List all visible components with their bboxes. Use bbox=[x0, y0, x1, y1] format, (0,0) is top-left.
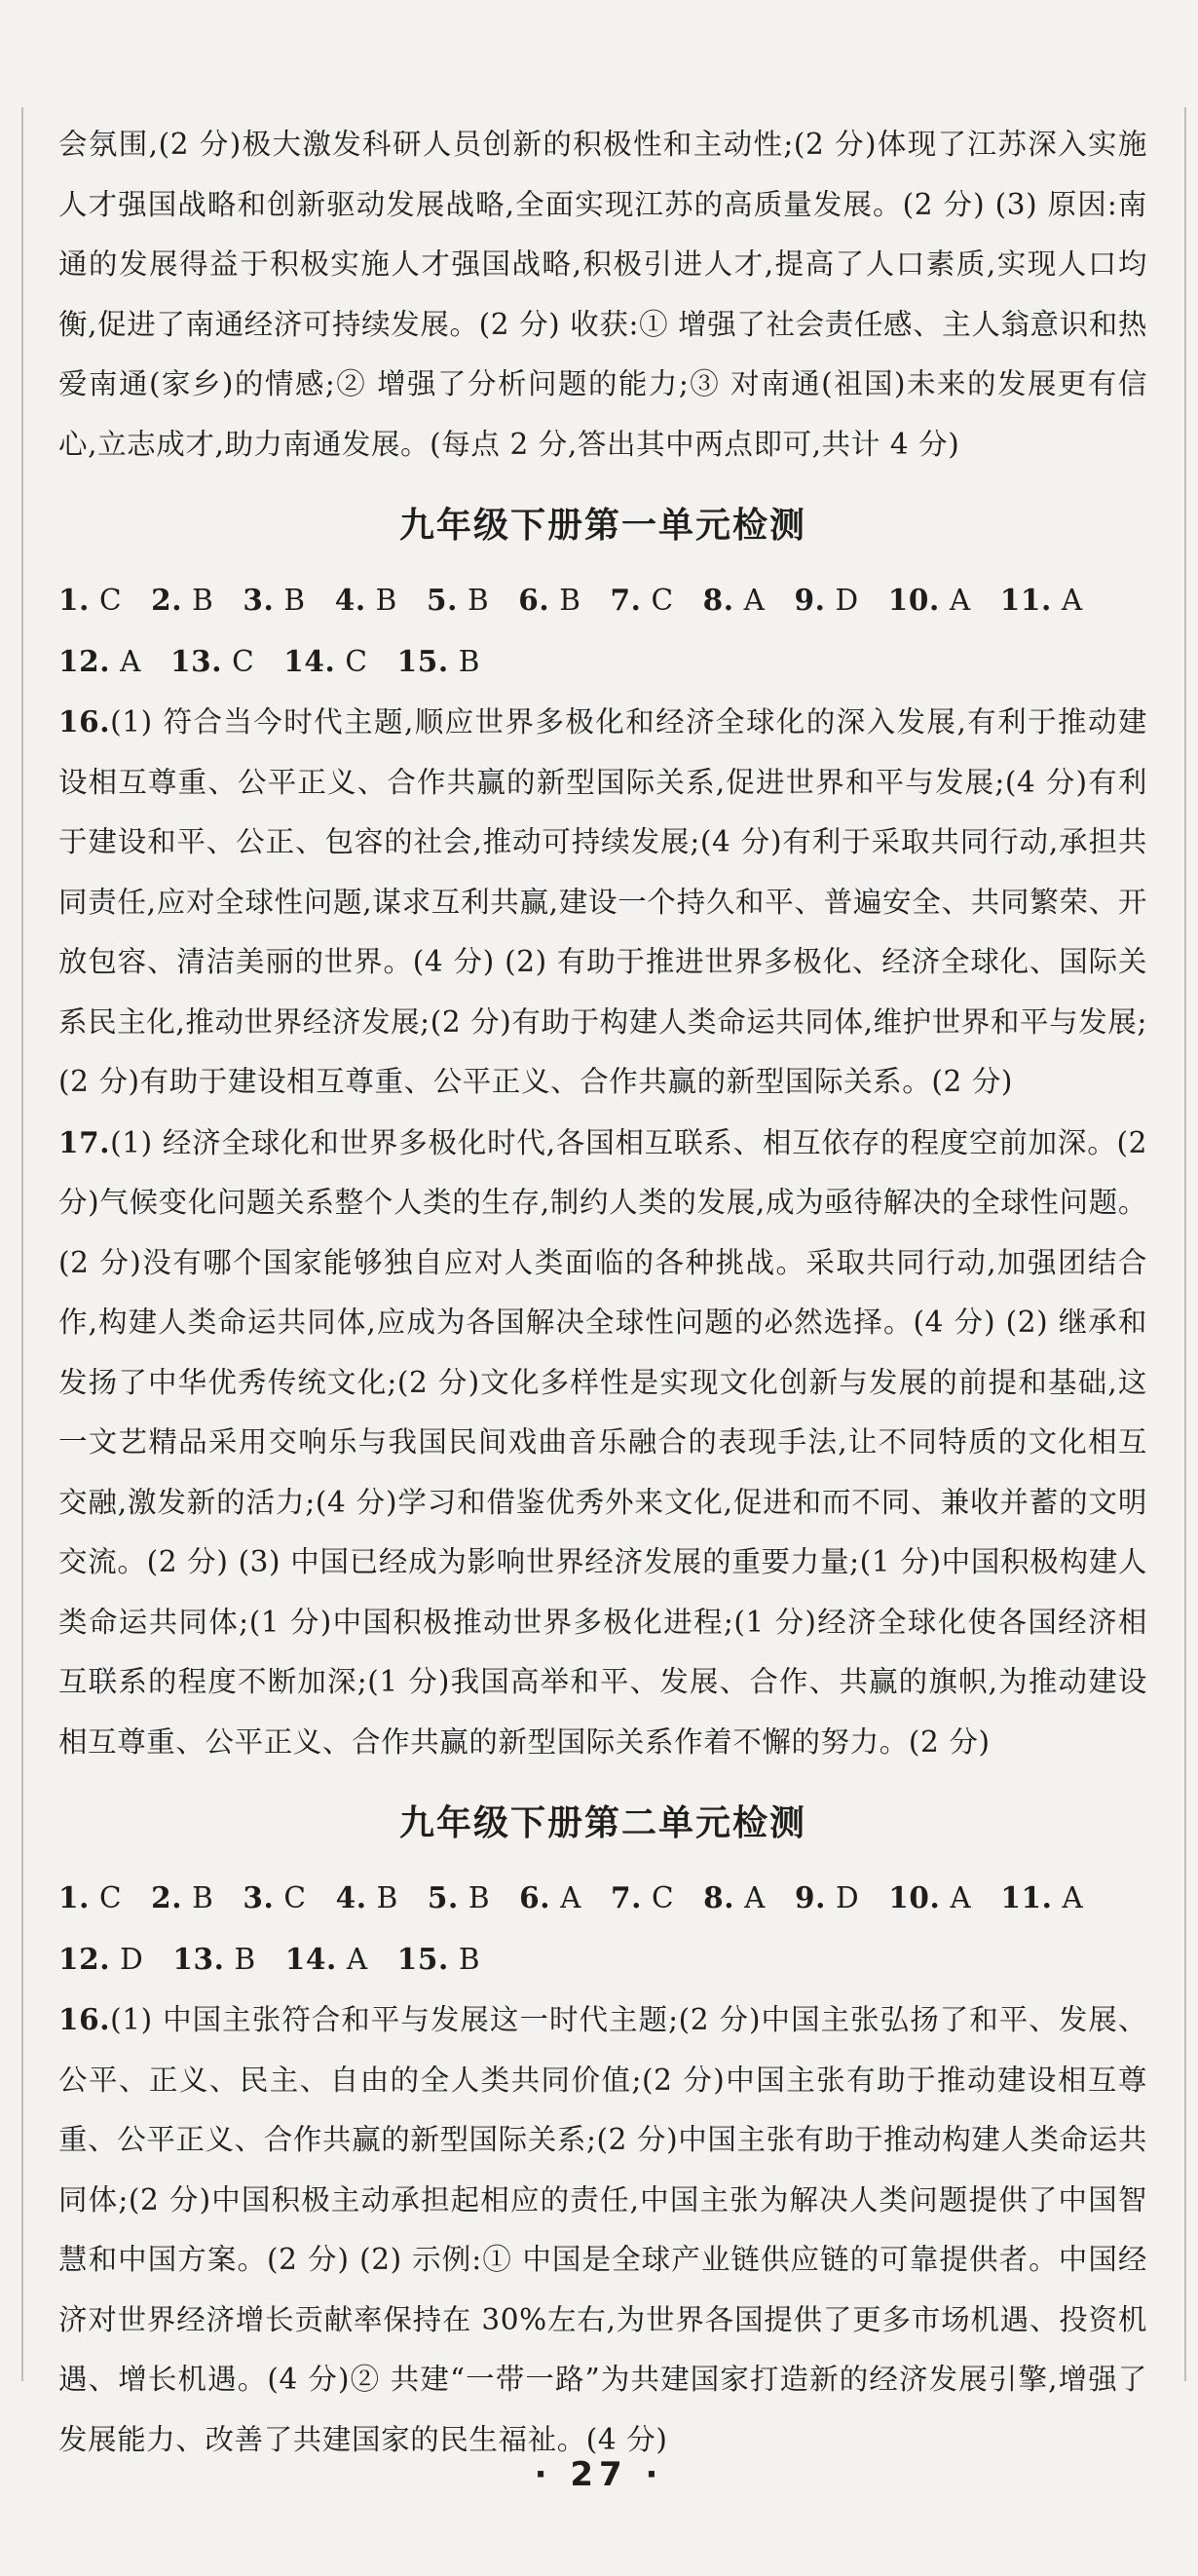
answer-letter: A bbox=[346, 1942, 368, 1976]
answer-number: 7. bbox=[611, 1880, 642, 1914]
answer-letter: A bbox=[560, 1881, 581, 1914]
answer-item bbox=[703, 570, 766, 631]
answer-item bbox=[335, 570, 397, 631]
answer-letter: D bbox=[835, 584, 859, 617]
answer-number: 1. bbox=[58, 583, 90, 617]
answer-item bbox=[397, 631, 480, 693]
answer-number: 12. bbox=[58, 1941, 111, 1976]
answer-number: 8. bbox=[702, 583, 734, 617]
answer-item bbox=[397, 1929, 480, 1990]
answer-letter: B bbox=[458, 1942, 481, 1976]
answer-number: 1. bbox=[58, 1880, 90, 1914]
answer-letter: B bbox=[559, 584, 581, 617]
section1-q17 bbox=[58, 1113, 1147, 1773]
answer-item bbox=[336, 1868, 398, 1929]
answer-letter: A bbox=[743, 584, 766, 617]
answer-number: 5. bbox=[426, 583, 458, 617]
answer-item bbox=[888, 570, 971, 631]
answer-number: 12. bbox=[58, 643, 111, 678]
question-answer-text: (1) 符合当今时代主题,顺应世界多极化和经济全球化的深入发展,有利于推动建设相互尊重、公平正义、合作共赢的新型国际关系,促进世界和平与发展;(4 分)有利于建设和平、公正、包容的社会,推动可持续发展;(4 分)有利于采取共同行动,承担共同责任,应对全球性问题,谋求互利共赢,建设一个持久和平、普遍安全、共同繁荣、开放包容、清洁美丽的世界。(4 分) (2) 有助于推进世界多极化、经济全球化、国际关系民主化,推动世界经济发展;(2 分)有助于构建人类命运共同体,维护世界和平与发展;(2 分)有助于建设相互尊重、公平正义、合作共赢的新型国际关系。(2 分) bbox=[58, 705, 1147, 1098]
answer-letter: D bbox=[836, 1881, 860, 1914]
answer-item bbox=[888, 1868, 971, 1929]
answer-number: 2. bbox=[151, 1880, 183, 1914]
answer-item bbox=[519, 1868, 581, 1929]
answer-number: 9. bbox=[794, 583, 826, 617]
page-content bbox=[58, 115, 1147, 2470]
answer-item bbox=[58, 631, 141, 693]
question-answer-text: (1) 中国主张符合和平与发展这一时代主题;(2 分)中国主张弘扬了和平、发展、公平、正义、民主、自由的全人类共同价值;(2 分)中国主张有助于推动建设相互尊重、公平正义、合作共赢的新型国际关系;(2 分)中国主张有助于推动构建人类命运共同体;(2 分)中国积极主动承担起相应的责任,中国主张为解决人类问题提供了中国智慧和中国方案。(2 分) (2) 示例:① 中国是全球产业链供应链的可靠提供者。中国经济对世界经济增长贡献率保持在 30%左右,为世界各国提供了更多市场机遇、投资机遇、增长机遇。(4 分)② 共建“一带一路”为共建国家打造新的经济发展引擎,增强了发展能力、改善了共建国家的民生福祉。(4 分) bbox=[58, 2003, 1147, 2456]
answer-letter: B bbox=[468, 1881, 491, 1914]
page-number: · 27 · bbox=[534, 2455, 664, 2494]
right-margin-rule bbox=[1184, 107, 1186, 2381]
answer-number: 14. bbox=[283, 643, 336, 678]
answer-item bbox=[243, 570, 305, 631]
answer-letter: B bbox=[376, 1881, 398, 1914]
answer-letter: B bbox=[283, 584, 306, 617]
answer-item bbox=[610, 570, 673, 631]
answer-letter: A bbox=[1062, 1881, 1084, 1914]
answer-letter: B bbox=[234, 1942, 256, 1976]
answer-letter: A bbox=[1061, 584, 1083, 617]
answer-number: 11. bbox=[999, 583, 1052, 617]
answer-number: 2. bbox=[151, 583, 183, 617]
answer-item bbox=[795, 1868, 859, 1929]
answer-letter: C bbox=[651, 584, 674, 617]
question-answer-text: (1) 经济全球化和世界多极化时代,各国相互联系、相互依存的程度空前加深。(2 分)气候变化问题关系整个人类的生存,制约人类的发展,成为亟待解决的全球性问题。(2 分)没有哪个国家能够独自应对人类面临的各种挑战。采取共同行动,加强团结合作,构建人类命运共同体,应成为各国解决全球性问题的必然选择。(4 分) (2) 继承和发扬了中华优秀传统文化;(2 分)文化多样性是实现文化创新与发展的前提和基础,这一文艺精品采用交响乐与我国民间戏曲音乐融合的表现手法,让不同特质的文化相互交融,激发新的活力;(4 分)学习和借鉴优秀外来文化,促进和而不同、兼收并蓄的文明交流。(2 分) (3) 中国已经成为影响世界经济发展的重要力量;(1 分)中国积极构建人类命运共同体;(1 分)中国积极推动世界多极化进程;(1 分)经济全球化使各国经济相互联系的程度不断加深;(1 分)我国高举和平、发展、合作、共赢的旗帜,为推动建设相互尊重、公平正义、合作共赢的新型国际关系作着不懈的努力。(2 分) bbox=[58, 1125, 1147, 1759]
answer-item bbox=[243, 1868, 306, 1929]
answer-item bbox=[285, 1929, 368, 1990]
answer-letter: B bbox=[458, 644, 480, 678]
answer-number: 13. bbox=[170, 643, 223, 678]
answer-letter: A bbox=[949, 584, 971, 617]
section1-q16 bbox=[58, 692, 1147, 1113]
answer-item bbox=[427, 570, 489, 631]
answer-item bbox=[151, 1868, 213, 1929]
answer-number: 14. bbox=[284, 1941, 337, 1976]
question-number: 17. bbox=[58, 1124, 111, 1159]
answer-letter: B bbox=[192, 584, 214, 617]
answer-item bbox=[58, 1868, 122, 1929]
answer-number: 10. bbox=[888, 1880, 941, 1914]
answer-item bbox=[428, 1868, 490, 1929]
answer-item bbox=[518, 570, 580, 631]
answer-item bbox=[58, 570, 122, 631]
answer-letter: C bbox=[345, 644, 368, 678]
answer-number: 6. bbox=[519, 1880, 551, 1914]
answer-letter: A bbox=[744, 1881, 767, 1914]
answer-item bbox=[1000, 1868, 1083, 1929]
answer-number: 15. bbox=[396, 1941, 449, 1976]
answer-number: 13. bbox=[172, 1941, 225, 1976]
answer-item bbox=[795, 570, 859, 631]
question-number: 16. bbox=[58, 704, 111, 739]
answer-number: 10. bbox=[887, 583, 940, 617]
answer-letter: C bbox=[651, 1881, 675, 1914]
intro-paragraph: 会氛围,(2 分)极大激发科研人员创新的积极性和主动性;(2 分)体现了江苏深入实施人才强国战略和创新驱动发展战略,全面实现江苏的高质量发展。(2 分) (3) 原因:南通的发展得益于积极实施人才强国战略,积极引进人才,提高了人口素质,实现人口均衡,促进了南通经济可持续发展。(2 分) 收获:① 增强了社会责任感、主人翁意识和热爱南通(家乡)的情感;② 增强了分析问题的能力;③ 对南通(祖国)未来的发展更有信心,立志成才,助力南通发展。(每点 2 分,答出其中两点即可,共计 4 分) bbox=[58, 128, 1147, 461]
answer-number: 9. bbox=[795, 1880, 827, 1914]
answer-number: 8. bbox=[703, 1880, 735, 1914]
answer-item bbox=[172, 1929, 255, 1990]
answer-letter: C bbox=[283, 1881, 307, 1914]
answer-letter: C bbox=[98, 1881, 123, 1914]
answer-item bbox=[151, 570, 213, 631]
answer-number: 3. bbox=[243, 1880, 275, 1914]
section2-q16 bbox=[58, 1989, 1147, 2470]
question-number: 16. bbox=[58, 2002, 111, 2036]
answer-item bbox=[58, 1929, 143, 1990]
answer-number: 7. bbox=[610, 583, 642, 617]
answer-letter: B bbox=[467, 584, 490, 617]
answer-number: 4. bbox=[334, 583, 366, 617]
answer-number: 4. bbox=[335, 1880, 367, 1914]
answer-letter: B bbox=[375, 584, 397, 617]
section2-choice-answers bbox=[58, 1868, 1147, 1989]
answer-item bbox=[703, 1868, 766, 1929]
answer-number: 6. bbox=[518, 583, 550, 617]
answer-letter: D bbox=[120, 1942, 144, 1976]
section1-title: 九年级下册第一单元检测 bbox=[398, 506, 806, 546]
answer-letter: C bbox=[232, 644, 255, 678]
answer-letter: C bbox=[98, 584, 123, 617]
answer-letter: B bbox=[192, 1881, 214, 1914]
answer-letter: A bbox=[120, 644, 142, 678]
answer-number: 5. bbox=[427, 1880, 459, 1914]
answer-item bbox=[611, 1868, 674, 1929]
section1-choice-answers bbox=[58, 570, 1147, 692]
answer-number: 15. bbox=[396, 643, 449, 678]
answer-number: 11. bbox=[1000, 1880, 1053, 1914]
answer-letter: A bbox=[950, 1881, 972, 1914]
left-margin-rule bbox=[21, 107, 23, 2381]
answer-item bbox=[1000, 570, 1083, 631]
answer-item bbox=[170, 631, 254, 693]
answer-item bbox=[283, 631, 367, 693]
answer-number: 3. bbox=[243, 583, 275, 617]
section2-title: 九年级下册第二单元检测 bbox=[398, 1803, 806, 1843]
